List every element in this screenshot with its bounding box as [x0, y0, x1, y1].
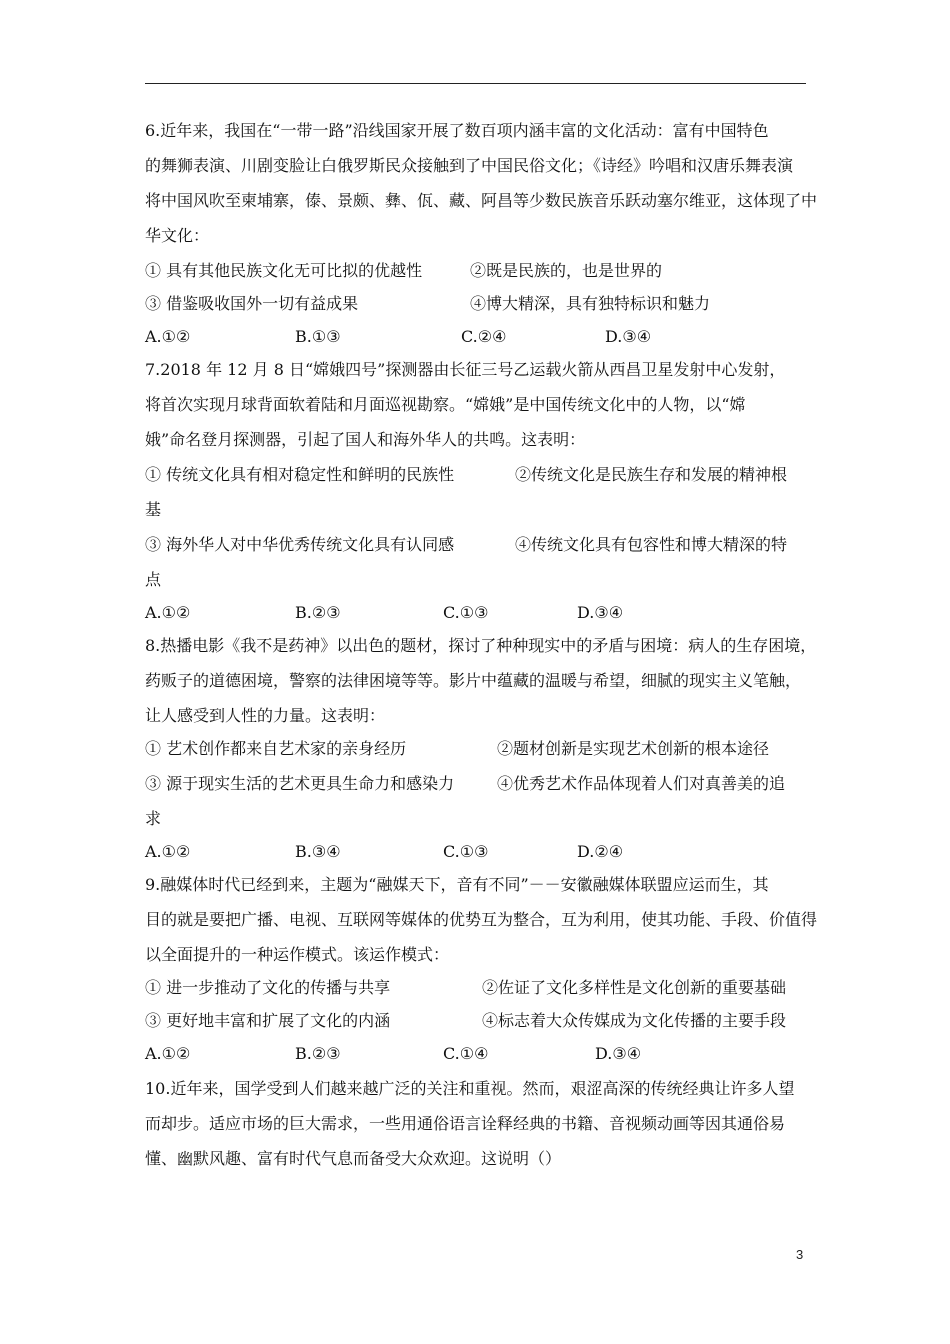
statement: ③ 更好地丰富和扩展了文化的内涵: [145, 1011, 391, 1030]
question-stem-line: 华文化：: [145, 226, 210, 245]
choice-b: B.②③: [295, 1044, 341, 1063]
statement-row: [145, 765, 810, 802]
statement: ④传统文化具有包容性和博大精深的特: [515, 535, 788, 554]
choice-a: A.①②: [145, 327, 191, 346]
statement: ②佐证了文化多样性是文化创新的重要基础: [482, 978, 787, 997]
answer-choices: [145, 835, 810, 868]
statement: ① 传统文化具有相对稳定性和鲜明的民族性: [145, 465, 455, 484]
question-stem-line: 将中国风吹至柬埔寨，傣、景颇、彝、佤、藏、阿昌等少数民族音乐跃动塞尔维亚，这体现了中: [145, 191, 818, 210]
statement-row: [145, 456, 810, 493]
choice-d: D.③④: [595, 1044, 642, 1063]
statement-continuation: 点: [145, 570, 162, 589]
statement: ②传统文化是民族生存和发展的精神根: [515, 465, 788, 484]
question-6: [145, 114, 818, 353]
question-stem-line: 让人感受到人性的力量。这表明：: [145, 706, 386, 725]
statement-row: [145, 971, 810, 1004]
statement-row: [145, 1004, 810, 1037]
choice-a: A.①②: [145, 1044, 191, 1063]
question-8: [145, 629, 817, 868]
question-stem-line: 6.近年来，我国在“一带一路”沿线国家开展了数百项内涵丰富的文化活动：富有中国特色: [145, 121, 769, 140]
statement: ① 进一步推动了文化的传播与共享: [145, 978, 391, 997]
choice-b: B.①③: [295, 327, 341, 346]
answer-choices: [145, 596, 810, 629]
choice-a: A.①②: [145, 603, 191, 622]
choice-a: A.①②: [145, 842, 191, 861]
statement: ① 艺术创作都来自艺术家的亲身经历: [145, 739, 407, 758]
question-stem-line: 而却步。适应市场的巨大需求，一些用通俗语言诠释经典的书籍、音视频动画等因其通俗易: [145, 1114, 786, 1133]
statement: ②题材创新是实现艺术创新的根本途径: [497, 739, 770, 758]
question-stem-line: 药贩子的道德困境，警察的法律困境等等。影片中蕴藏的温暖与希望，细腻的现实主义笔触，: [145, 671, 802, 690]
question-stem-line: 懂、幽默风趣、富有时代气息而备受大众欢迎。这说明（）: [145, 1149, 562, 1168]
question-stem-line: 7.2018 年 12 月 8 日“嫦娥四号”探测器由长征三号乙运载火箭从西昌卫星发射中心发射，: [145, 360, 786, 379]
choice-c: C.①③: [443, 603, 489, 622]
question-stem-line: 8.热播电影《我不是药神》以出色的题材，探讨了种种现实中的矛盾与困境：病人的生存困境，: [145, 636, 817, 655]
statement: ③ 海外华人对中华优秀传统文化具有认同感: [145, 535, 455, 554]
header-rule: [145, 83, 806, 84]
answer-choices: [145, 1037, 810, 1070]
choice-d: D.③④: [577, 603, 624, 622]
choice-c: C.①④: [443, 1044, 489, 1063]
question-stem-line: 将首次实现月球背面软着陆和月面巡视勘察。“嫦娥”是中国传统文化中的人物，以“嫦: [145, 395, 746, 414]
question-stem-line: 10.近年来，国学受到人们越来越广泛的关注和重视。然而，艰涩高深的传统经典让许多人望: [145, 1079, 795, 1098]
choice-d: D.③④: [605, 327, 652, 346]
choice-b: B.③④: [295, 842, 341, 861]
question-stem-line: 以全面提升的一种运作模式。该运作模式：: [145, 945, 450, 964]
question-stem-line: 的舞狮表演、川剧变脸让白俄罗斯民众接触到了中国民俗文化；《诗经》吟唱和汉唐乐舞表演: [145, 156, 794, 175]
question-10: [145, 1070, 810, 1177]
statement-continuation: 求: [145, 809, 162, 828]
choice-b: B.②③: [295, 603, 341, 622]
statement: ④标志着大众传媒成为文化传播的主要手段: [482, 1011, 787, 1030]
question-7: [145, 353, 810, 629]
page-content: [145, 114, 818, 1177]
choice-c: C.②④: [461, 327, 507, 346]
choice-d: D.②④: [577, 842, 624, 861]
statement: ① 具有其他民族文化无可比拟的优越性: [145, 261, 423, 280]
question-9: [145, 868, 818, 1070]
statement: ④博大精深，具有独特标识和魅力: [470, 294, 711, 313]
choice-c: C.①③: [443, 842, 489, 861]
question-stem-line: 娥”命名登月探测器，引起了国人和海外华人的共鸣。这表明：: [145, 430, 586, 449]
statement-row: [145, 732, 810, 765]
statement-row: [145, 254, 810, 287]
statement: ③ 源于现实生活的艺术更具生命力和感染力: [145, 774, 455, 793]
statement-continuation: 基: [145, 500, 162, 519]
statement-row: [145, 526, 810, 563]
question-stem-line: 9.融媒体时代已经到来，主题为“融媒天下，音有不同”－－安徽融媒体联盟应运而生，其: [145, 875, 769, 894]
question-stem-line: 目的就是要把广播、电视、互联网等媒体的优势互为整合，互为利用，使其功能、手段、价值得: [145, 910, 818, 929]
statement: ③ 借鉴吸收国外一切有益成果: [145, 294, 359, 313]
page-number: 3: [796, 1247, 804, 1262]
answer-choices: [145, 320, 810, 353]
statement: ②既是民族的，也是世界的: [470, 261, 663, 280]
statement: ④优秀艺术作品体现着人们对真善美的追: [497, 774, 786, 793]
statement-row: [145, 287, 810, 320]
